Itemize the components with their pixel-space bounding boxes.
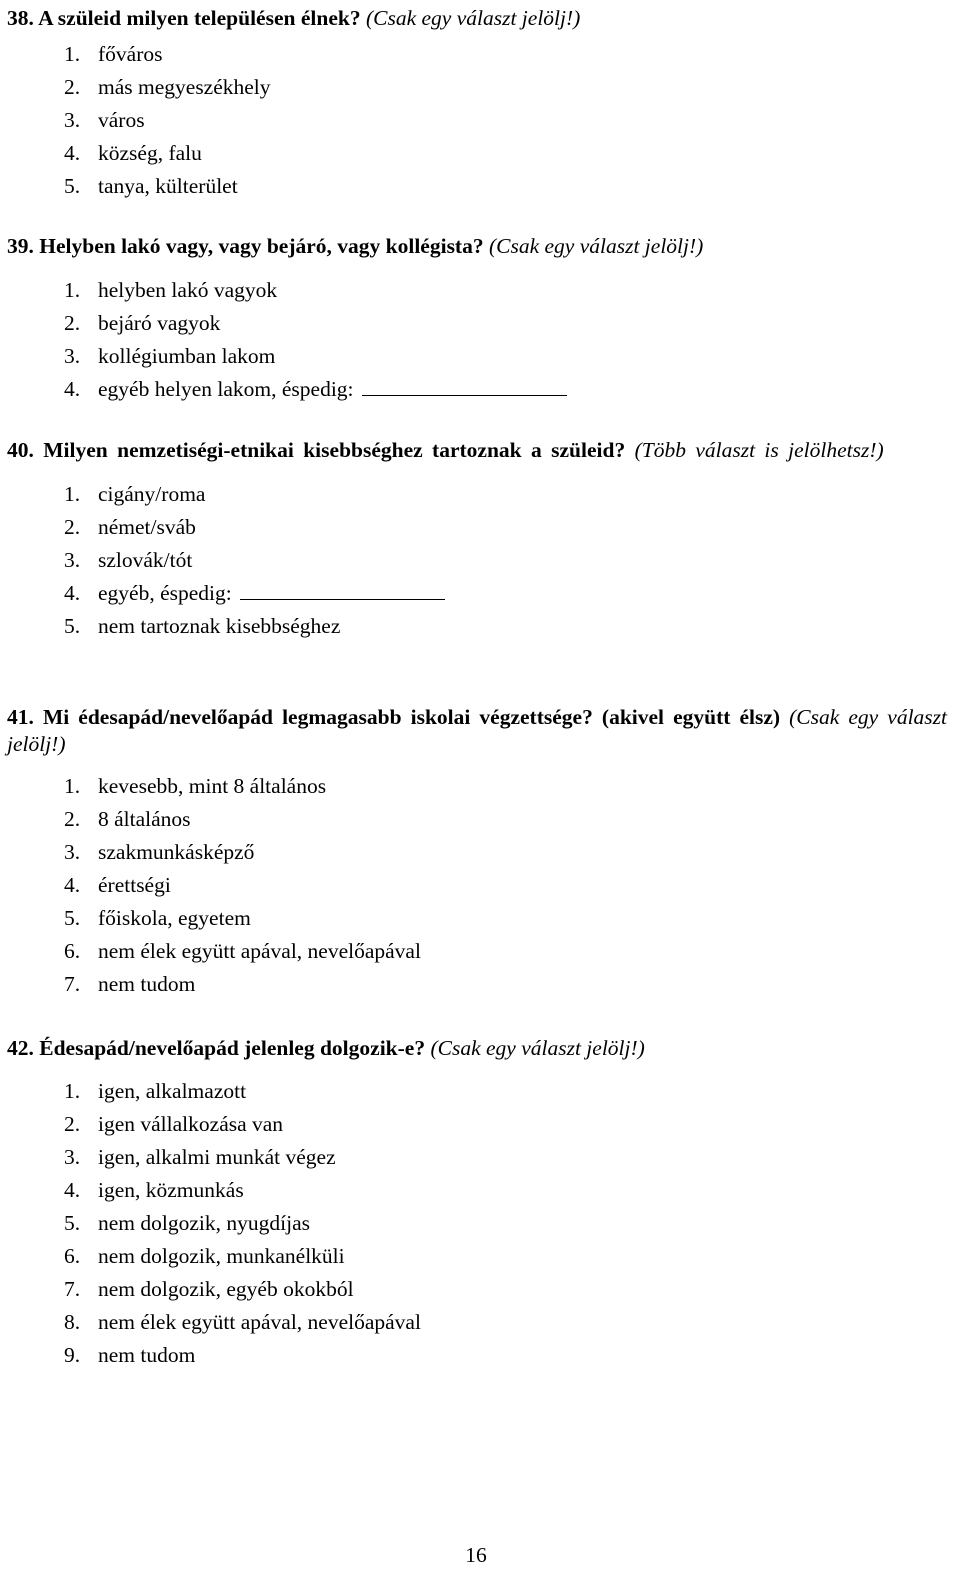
option-number: 1.	[64, 1079, 81, 1103]
question-text: 38. A szüleid milyen településen élnek?	[7, 6, 361, 30]
option-number: 1.	[64, 482, 81, 506]
option-item	[7, 38, 947, 71]
option-number: 7.	[64, 1277, 81, 1301]
option-item	[7, 274, 947, 307]
option-item	[7, 770, 947, 803]
option-list	[7, 274, 947, 406]
option-number: 2.	[64, 75, 81, 99]
option-item	[7, 1339, 947, 1372]
option-label: más megyeszékhely	[98, 75, 271, 99]
option-item	[7, 577, 947, 610]
question-title	[7, 437, 947, 464]
option-item	[7, 1075, 947, 1108]
option-label: kollégiumban lakom	[98, 344, 276, 368]
option-label: igen, közmunkás	[98, 1178, 244, 1202]
question-title	[7, 233, 947, 260]
fill-in-line[interactable]	[362, 377, 567, 396]
option-number: 3.	[64, 548, 81, 572]
option-label: város	[98, 108, 145, 132]
option-label: nem dolgozik, egyéb okokból	[98, 1277, 354, 1301]
option-number: 2.	[64, 1112, 81, 1136]
option-item	[7, 935, 947, 968]
option-label: cigány/roma	[98, 482, 206, 506]
option-label: főváros	[98, 42, 163, 66]
question-text: 39. Helyben lakó vagy, vagy bejáró, vagy kollégista?	[7, 234, 484, 258]
option-number: 3.	[64, 344, 81, 368]
option-item	[7, 968, 947, 1001]
question-title	[7, 704, 947, 758]
option-number: 4.	[64, 1178, 81, 1202]
question-instruction: (Csak egy választ jelölj!)	[430, 1036, 645, 1060]
option-number: 3.	[64, 840, 81, 864]
option-label: nem élek együtt apával, nevelőapával	[98, 939, 421, 963]
question-instruction: (Csak egy választ jelölj!)	[365, 6, 581, 30]
option-item	[7, 1273, 947, 1306]
option-number: 5.	[64, 174, 81, 198]
question-instruction: (Több választ is jelölhetsz!)	[634, 438, 884, 462]
option-label: nem dolgozik, munkanélküli	[98, 1244, 345, 1268]
option-item	[7, 1141, 947, 1174]
option-label: helyben lakó vagyok	[98, 278, 278, 302]
option-list	[7, 38, 947, 203]
question-instruction: (Csak egy választ jelölj!)	[7, 705, 948, 756]
option-number: 6.	[64, 939, 81, 963]
option-item	[7, 1174, 947, 1207]
question-38	[7, 5, 947, 203]
option-list	[7, 1075, 947, 1372]
question-text: 40. Milyen nemzetiségi-etnikai kisebbséghez tartoznak a szüleid?	[7, 438, 626, 462]
option-label	[98, 373, 567, 406]
option-number: 4.	[64, 873, 81, 897]
option-list	[7, 770, 947, 1001]
option-item	[7, 1306, 947, 1339]
option-item	[7, 836, 947, 869]
option-item	[7, 1108, 947, 1141]
option-label: szakmunkásképző	[98, 840, 255, 864]
option-label: bejáró vagyok	[98, 311, 221, 335]
fill-in-line[interactable]	[240, 581, 445, 600]
option-number: 1.	[64, 42, 81, 66]
option-number: 4.	[64, 141, 81, 165]
option-item	[7, 137, 947, 170]
option-label: szlovák/tót	[98, 548, 193, 572]
option-label	[98, 577, 445, 610]
option-label: érettségi	[98, 873, 171, 897]
question-title	[7, 1035, 947, 1062]
option-label-text: egyéb helyen lakom, éspedig:	[98, 377, 354, 401]
option-item	[7, 1207, 947, 1240]
option-label-text: egyéb, éspedig:	[98, 581, 232, 605]
option-item	[7, 610, 947, 643]
option-item	[7, 869, 947, 902]
option-label: nem élek együtt apával, nevelőapával	[98, 1310, 421, 1334]
option-item	[7, 307, 947, 340]
option-item	[7, 373, 947, 406]
option-number: 9.	[64, 1343, 81, 1367]
option-item	[7, 803, 947, 836]
option-number: 2.	[64, 311, 81, 335]
option-item	[7, 902, 947, 935]
question-42	[7, 1035, 947, 1372]
option-number: 4.	[64, 581, 81, 605]
option-item	[7, 104, 947, 137]
option-label: tanya, külterület	[98, 174, 238, 198]
option-number: 5.	[64, 614, 81, 638]
question-text: 41. Mi édesapád/nevelőapád legmagasabb iskolai végzettsége? (akivel együtt élsz)	[7, 705, 781, 729]
question-instruction: (Csak egy választ jelölj!)	[488, 234, 704, 258]
question-41	[7, 704, 947, 1001]
option-item	[7, 71, 947, 104]
option-number: 5.	[64, 906, 81, 930]
option-number: 1.	[64, 278, 81, 302]
option-label: nem tartoznak kisebbséghez	[98, 614, 341, 638]
option-item	[7, 170, 947, 203]
page-number: 16	[465, 1543, 487, 1567]
option-label: igen, alkalmazott	[98, 1079, 247, 1103]
option-number: 6.	[64, 1244, 81, 1268]
option-label: 8 általános	[98, 807, 191, 831]
option-label: kevesebb, mint 8 általános	[98, 774, 327, 798]
option-label: nem dolgozik, nyugdíjas	[98, 1211, 310, 1235]
option-item	[7, 511, 947, 544]
option-label: község, falu	[98, 141, 202, 165]
option-list	[7, 478, 947, 643]
option-number: 2.	[64, 807, 81, 831]
option-label: igen, alkalmi munkát végez	[98, 1145, 336, 1169]
option-number: 7.	[64, 972, 81, 996]
option-number: 8.	[64, 1310, 81, 1334]
option-item	[7, 544, 947, 577]
question-39	[7, 233, 947, 406]
option-number: 5.	[64, 1211, 81, 1235]
option-label: főiskola, egyetem	[98, 906, 251, 930]
question-text: 42. Édesapád/nevelőapád jelenleg dolgozik-e?	[7, 1036, 426, 1060]
option-number: 3.	[64, 108, 81, 132]
option-number: 1.	[64, 774, 81, 798]
option-label: német/sváb	[98, 515, 196, 539]
option-label: igen vállalkozása van	[98, 1112, 284, 1136]
question-title	[7, 5, 947, 32]
option-label: nem tudom	[98, 972, 196, 996]
option-number: 2.	[64, 515, 81, 539]
option-label: nem tudom	[98, 1343, 196, 1367]
question-40	[7, 437, 947, 643]
option-item	[7, 478, 947, 511]
option-item	[7, 1240, 947, 1273]
option-number: 3.	[64, 1145, 81, 1169]
option-item	[7, 340, 947, 373]
option-number: 4.	[64, 377, 81, 401]
